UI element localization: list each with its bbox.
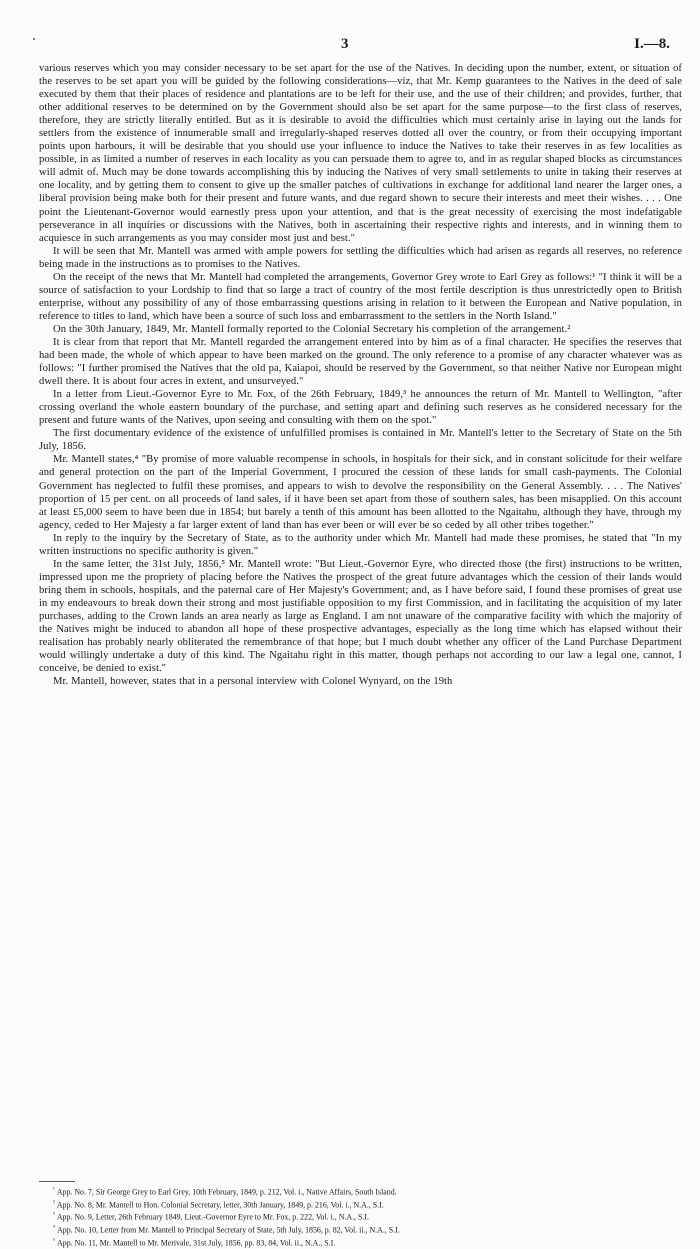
footnote-marker: ¹ bbox=[53, 1187, 55, 1193]
paragraph: It is clear from that report that Mr. Mantell regarded the arrangement entered into by him as of a final character. He specifies the reserves that had been made, the whole of which appear to have been marked on the ground. The only reference to a promise of any character whatever was as follows: "I further promised the Natives that the old pa, Kaiapoi, should be reserved by the Government, so that neither Native nor European might dwell there. It is about four acres in extent, and unsurveyed." bbox=[39, 336, 682, 388]
footnotes bbox=[39, 1185, 682, 1249]
page-header bbox=[0, 36, 700, 54]
footnote bbox=[39, 1185, 682, 1198]
paragraph: On the 30th January, 1849, Mr. Mantell formally reported to the Colonial Secretary his completion of the arrangement.² bbox=[53, 323, 571, 335]
page-number: 3 bbox=[341, 36, 349, 52]
paragraph: Mr. Mantell states,⁴ "By promise of more valuable recompense in schools, in hospitals for their sick, and in constant solicitude for their welfare and general protection on the part of the Imperial Government, I procured the cession of these lands for small cash-payments. The Colonial Government has neglected to fulfil these promises, and appears to wish to devolve the responsibility on the General Assembly. . . . The Natives' proportion of 15 per cent. on all proceeds of land sales, if it have been set apart from those of southern sales, has been misapplied. On this account at least £5,000 seem to have been due in 1854; but barely a tenth of this amount has been allotted to the Ngaitahu, although they have, through my agency, ceded to Her Majesty a far larger extent of land than has ever been or will ever be so ceded by all other tribes together." bbox=[39, 454, 682, 531]
paragraph-continued-quote: various reserves which you may consider necessary to be set apart for the use of the Natives. In deciding upon the number, extent, or situation of the reserves to be set apart you will be guided by the following considerations—viz, that Mr. Kemp guarantees to the Natives in the deed of sale executed by them that their places of residence and plantations are to be left for their use, and the use of their children; and provides, further, that other additional reserves to be determined on by the Government should also be set apart for the same purpose—to the first class of reserves, therefore, they are strictly literally entitled. But as it is desirable to avoid the difficulties which must certainly arise in laying out the lands for settlers from the existence of innumerable small and irregularly-shaped reserves dotted all over the country, or from their occupying important points upon harbours, it will be desirable that you should use your influence to induce the Natives to take their reserves in as few localities as possible, in as limited a number of reserves in each locality as you can persuade them to agree to, and in as regular shaped blocks as circumstances will admit of. Much may be done towards accomplishing this by inducing the Natives of very small settlements to unite in taking their reserves at one locality, and by getting them to consent to give up the smaller patches of cultivations in exchange for additional land nearer the larger ones, a liberal provision being make both for their present and future wants, and due regard shown to secure their interests and meet their wishes. . . . One point the Lieutenant-Governor would earnestly press upon your attention, and that is the great necessity of exercising the most indefatigable perseverance in all inquiries or discussions with the Natives, both in ascertaining their respective rights and interests, and in winning them to acquiesce in such arrangements as you may consider most just and best." bbox=[39, 63, 682, 244]
footnote bbox=[39, 1210, 682, 1223]
footnote-text: App. No. 10, Letter from Mr. Mantell to Principal Secretary of State, 5th July, 1856, p. 82, Vol. ii., N.A., S.I. bbox=[57, 1225, 400, 1235]
footnote-marker: ³ bbox=[53, 1212, 55, 1219]
footnote-text: App. No. 7, Sir George Grey to Earl Grey, 10th February, 1849, p. 212, Vol. i., Native Affairs, South Island. bbox=[56, 1187, 397, 1197]
footnote bbox=[39, 1236, 682, 1249]
footnote-divider bbox=[39, 1181, 75, 1182]
paragraph: On the receipt of the news that Mr. Mantell had completed the arrangements, Governor Grey wrote to Earl Grey as follows:¹ "I think it will be a source of satisfaction to your Lordship to find that so large a tract of country of the most fertile description is thus unrestrictedly open to British enterprise, without any possibility of any of those embarrassing questions arising in relation to it between the European and Native population, in reference to titles to land, which have been a source of such loss and embarrassment to the settlers in the North Island." bbox=[39, 271, 682, 322]
footnote-marker: ⁴ bbox=[53, 1225, 56, 1232]
footnote-text: App. No. 8, Mr. Mantell to Hon. Colonial Secretary, letter, 30th January, 1849, p. 216, Vol. i., N.A., S.I. bbox=[56, 1200, 384, 1210]
footnote bbox=[39, 1223, 682, 1236]
footnote bbox=[39, 1198, 682, 1211]
footnote-text: App. No. 11, Mr. Mantell to Mr. Merivale, 31st July, 1856, pp. 83, 84, Vol. ii., N.A., S.I. bbox=[57, 1238, 336, 1248]
paragraph: It will be seen that Mr. Mantell was armed with ample powers for settling the difficulties which had arisen as regards all reserves, no reference being made in the instructions as to promises to the Natives. bbox=[39, 245, 682, 270]
footnote-marker: ² bbox=[53, 1199, 55, 1206]
body-text bbox=[39, 62, 682, 688]
paragraph: In a letter from Lieut.-Governor Eyre to Mr. Fox, of the 26th February, 1849,³ he announces the return of Mr. Mantell to Wellington, "after crossing overland the whole eastern boundary of the purchase, and setting apart and defining such reserves as he considered necessary for the present and future wants of the Natives, upon seeing and consulting with them on the spot." bbox=[39, 389, 682, 427]
footnote-marker: ⁵ bbox=[53, 1237, 56, 1244]
document-reference: I.—8. bbox=[634, 36, 670, 52]
paragraph: In reply to the inquiry by the Secretary of State, as to the authority under which Mr. Mantell had made these promises, he stated that "In my written instructions no specific authority is given." bbox=[39, 532, 682, 557]
footnote-text: App. No. 9, Letter, 26th February 1849, Lieut.-Governor Eyre to Mr. Fox, p. 222, Vol. i., N.A., S.I. bbox=[56, 1213, 369, 1223]
paragraph: Mr. Mantell, however, states that in a personal interview with Colonel Wynyard, on the 19th bbox=[53, 676, 453, 688]
paragraph: In the same letter, the 31st July, 1856,⁵ Mr. Mantell wrote: "But Lieut.-Governor Eyre, who directed those (the first) instructions to be written, impressed upon me the propriety of placing before the Natives the prospect of the great future advantages which the cession of their lands would bring them in schools, hospitals, and the paternal care of Her Majesty's Government; and, as I have before said, I found these promises of great use in my endeavours to break down their strong and most justifiable opposition to my first Commission, and in facilitating the acquisition of my later purchases, adding to the Crown lands an area nearly as large as England. I am not unaware of the comparative facility with which the majority of the Natives might be induced to abandon all hope of these prospective advantages, especially as the long time which has elapsed without their realisation has probably nearly obliterated the remembrance of that hope; but I much doubt whether any officer of the Land Purchase Department would willingly undertake a duty of this kind. The Ngaitahu right in this matter, though perhaps not according to our law a legal one, cannot, I conceive, be denied to exist." bbox=[39, 558, 682, 675]
paragraph: The first documentary evidence of the existence of unfulfilled promises is contained in Mr. Mantell's letter to the Secretary of State on the 5th July, 1856. bbox=[39, 428, 682, 453]
